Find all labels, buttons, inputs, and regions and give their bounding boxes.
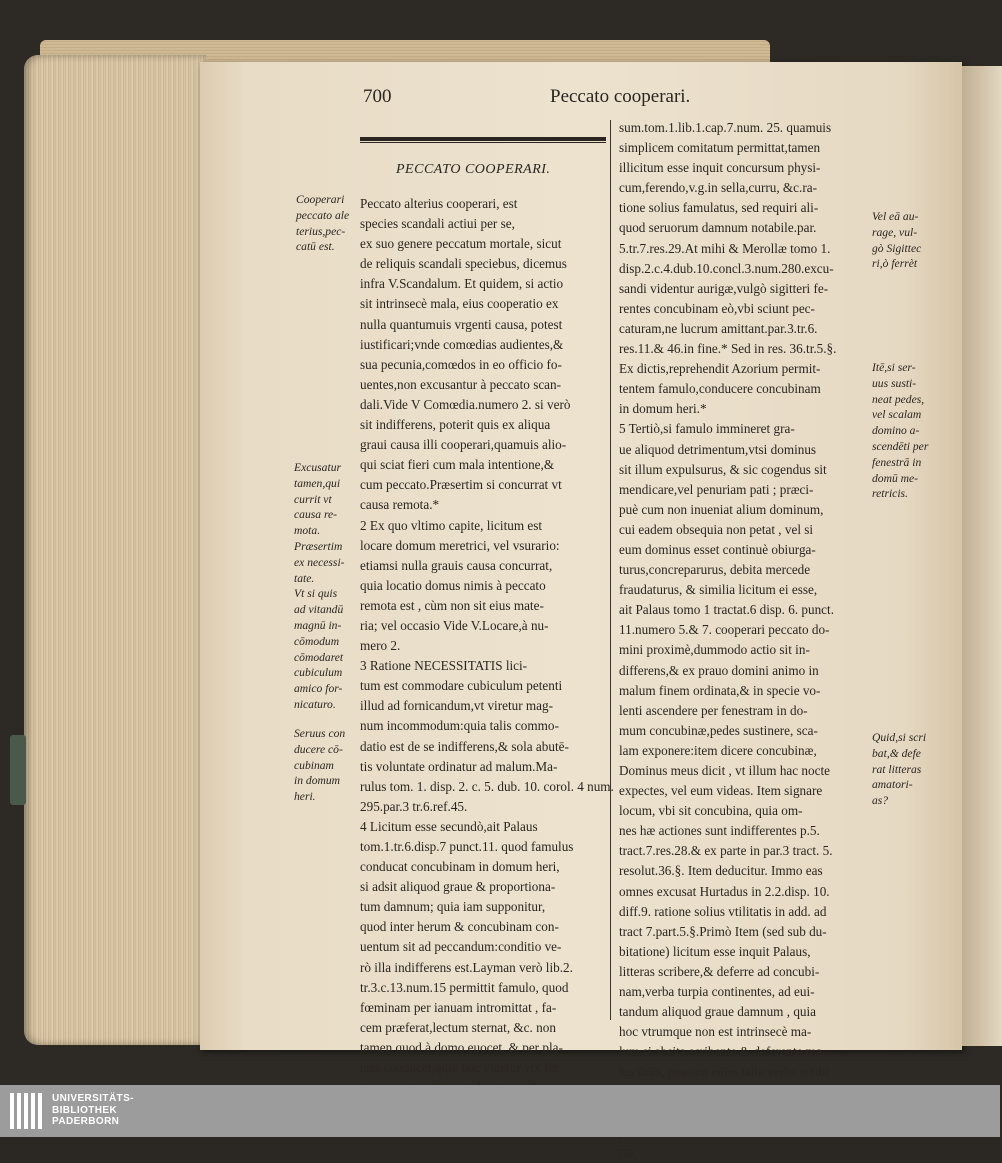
facing-page-edge xyxy=(962,66,1002,1046)
text-line: teas conducat;quia hoc videtur vix fie- xyxy=(360,1060,563,1076)
text-line: amatori- xyxy=(872,778,913,792)
text-line: etiamsi nulla grauis causa concurrat, xyxy=(360,557,553,573)
text-line: sua pecunia,comœdos in eo officio fo- xyxy=(360,356,562,372)
text-line: iustificari;vnde comœdias audientes,& xyxy=(360,336,564,352)
text-line: sit intrinsecè mala, eius cooperatio ex xyxy=(360,296,559,312)
text-line: rentes concubinam eò,vbi sciunt pec- xyxy=(619,300,815,316)
text-line: rage, vul- xyxy=(872,225,918,239)
text-line: res.11.& 46.in fine.* Sed in res. 36.tr.5.§. xyxy=(619,341,837,357)
text-line: 3 Ratione NECESSITATIS lici- xyxy=(360,658,528,674)
text-line: vel scalam xyxy=(872,408,922,422)
text-line: Cooperari xyxy=(296,193,345,206)
text-line: ad vitandū xyxy=(294,603,344,617)
text-line: locum, vbi sit concubina, quia om- xyxy=(619,803,803,819)
marginal-note-excusatur xyxy=(294,460,345,713)
text-line: lam exponere:item dicere concubinæ, xyxy=(619,742,817,758)
text-line: Ex dictis,reprehendit Azorium permit- xyxy=(619,361,821,377)
library-name xyxy=(52,1093,134,1128)
text-line: sandi videntur aurigæ,vulgò sigitteri fe- xyxy=(619,280,829,296)
text-line: tentem famulo,conducere concubinam xyxy=(619,381,821,397)
text-line: tr.3.c.13.num.15 permittit famulo, quod xyxy=(360,979,569,995)
text-line: tandum aliquod graue damnum , quia xyxy=(619,1004,817,1020)
text-line: num incommodum:quia talis commo- xyxy=(360,718,559,734)
page-700 xyxy=(200,62,962,1160)
text-line: mota. xyxy=(294,524,321,538)
text-line: as? xyxy=(872,794,889,808)
text-line: gò Sigittec xyxy=(872,241,922,255)
text-line: expectes, vel eum videas. Item signare xyxy=(619,783,823,799)
text-line: hoc vtrumque non est intrinsecè ma- xyxy=(619,1024,812,1040)
text-column-right xyxy=(619,118,836,1163)
text-line: datio est de se indifferens,& sola abutē- xyxy=(360,738,569,754)
text-line: ex suo genere peccatum mortale, sicut xyxy=(360,236,562,252)
text-line: lus finis, possunt enim talia verba scribi xyxy=(619,1064,829,1080)
text-line: rò illa indifferens est.Layman verò lib.2. xyxy=(360,959,573,975)
text-line: illicitum esse inquit concursum physi- xyxy=(619,160,821,176)
section-title: PECCATO COOPERARI. xyxy=(396,162,551,177)
library-name-line1: UNIVERSITÄTS- xyxy=(52,1093,134,1104)
text-line: tom.1.tr.6.disp.7 punct.11. quod famulus xyxy=(360,839,574,854)
text-line: lum,si absita scribente & deferente ma- xyxy=(619,1044,827,1060)
library-logo-icon xyxy=(10,1093,44,1129)
text-line: de reliquis scandali speciebus, dicemus xyxy=(360,256,567,272)
text-line: 5.tr.7.res.29.At mihi & Merollæ tomo 1. xyxy=(619,240,831,256)
page-block-fore-edge xyxy=(24,55,206,1045)
text-line: Peccato alterius cooperari, est xyxy=(360,196,518,211)
text-line: dali.Vide V Comœdia.numero 2. si verò xyxy=(360,396,571,412)
text-line: locare domum meretrici, vel vsurario: xyxy=(360,537,560,553)
text-line: ex necessi- xyxy=(294,555,345,569)
text-line: tis voluntate ordinatur ad malum.Ma- xyxy=(360,758,558,774)
text-line: riò, xyxy=(619,1144,637,1160)
text-line: Vel eā au- xyxy=(872,210,919,223)
text-line: Dominus meus dicit , vt illum hac nocte xyxy=(619,763,830,778)
text-line: diff.9. ratione solius vtilitatis in add. ad xyxy=(619,903,827,919)
text-line: sit illum expulsurus, & sic cogendus sit xyxy=(619,461,827,477)
text-line: fœminam per ianuam intromittat , fa- xyxy=(360,999,557,1015)
text-line: tate. xyxy=(294,571,315,585)
text-line: qui sciat fieri cum mala intentione,& xyxy=(360,457,555,473)
text-line: bat,& defe xyxy=(872,746,921,760)
text-line: ria; vel occasio Vide V.Locare,à nu- xyxy=(360,617,549,633)
text-line: domū me- xyxy=(872,471,919,485)
text-line: tract 7.part.5.§.Primò Item (sed sub du- xyxy=(619,923,827,939)
text-line: mendicare,vel penuriam pati ; præci- xyxy=(619,481,814,497)
text-line: rulus tom. 1. disp. 2. c. 5. dub. 10. corol. 4 num. xyxy=(360,778,614,794)
text-line: retricis. xyxy=(872,487,908,501)
text-line: fraudaturus, & similia licitum ei esse, xyxy=(619,582,818,598)
text-line: tract.7.res.28.& ex parte in par.3 tract. 5. xyxy=(619,843,833,859)
text-line: fenestrā in xyxy=(872,455,922,469)
text-line: conducat concubinam in domum heri, xyxy=(360,859,560,875)
text-line: sit indifferens, poterit quis ex aliqua xyxy=(360,417,551,433)
text-line: 295.par.3 tr.6.ref.45. xyxy=(360,798,468,814)
marginal-note-cooperari xyxy=(296,192,349,255)
text-line: quod inter herum & concubinam con- xyxy=(360,919,559,935)
running-head: Peccato cooperari. xyxy=(550,86,691,107)
text-line: eum dominus esset continuè obiurga- xyxy=(619,541,816,557)
text-line: nes hæ actiones sunt indifferentes p.5. xyxy=(619,823,820,839)
text-line: Quid,si scri xyxy=(872,731,927,744)
text-line: simplicem comitatum permittat,tamen xyxy=(619,140,821,156)
book-clasp xyxy=(10,735,26,805)
text-line: quia locatio domus nimis à peccato xyxy=(360,577,546,593)
text-line: ri,ò ferrèt xyxy=(872,257,918,271)
text-line: heri. xyxy=(294,790,316,804)
text-line: turus,concreparurus, debita mercede xyxy=(619,562,811,578)
text-line: disp.2.c.4.dub.10.concl.3.num.280.excu- xyxy=(619,260,834,276)
text-line: ue aliquod detrimentum,vtsi dominus xyxy=(619,441,817,457)
text-line: resolut.36.§. Item deducitur. Immo eas xyxy=(619,863,823,879)
text-line: cubinam xyxy=(294,758,334,772)
text-line: tamen,qui xyxy=(294,476,341,490)
text-line: cum peccato.Præsertim si concurrat vt xyxy=(360,477,562,493)
text-line: bitatione) licitum esse inquit Palaus, xyxy=(619,943,811,959)
text-line: uentum sit ad peccandum:conditio ve- xyxy=(360,939,562,955)
text-line: amico for- xyxy=(294,682,343,696)
text-line: sum.tom.1.lib.1.cap.7.num. 25. quamuis xyxy=(619,120,832,135)
text-line: lenti ascendere per fenestram in do- xyxy=(619,702,808,718)
marginal-note-fenestra xyxy=(872,360,928,502)
library-name-line3: PADERBORN xyxy=(52,1116,120,1127)
text-line: scendēti per xyxy=(872,439,929,453)
text-line: neat pedes, xyxy=(872,392,925,406)
text-line: quod seruorum damnum notabile.par. xyxy=(619,220,817,236)
text-line: 2 Ex quo vltimo capite, licitum est xyxy=(360,517,543,533)
text-line: cem præferat,lectum sternat, &c. non xyxy=(360,1019,556,1035)
text-line: si adsit aliquod graue & proportiona- xyxy=(360,879,556,895)
text-line: nulla quantumuis vrgenti causa, potest xyxy=(360,316,563,332)
text-line: currit vt xyxy=(294,492,332,506)
text-line: graui causa illi cooperari,quamuis alio- xyxy=(360,437,567,453)
text-line: mini proximè,dummodo actio sit in- xyxy=(619,642,810,658)
text-line: Præsertim xyxy=(294,539,343,553)
text-line: causa remota.* xyxy=(360,497,440,513)
text-line: peccato ale xyxy=(296,208,350,222)
text-line: domino a- xyxy=(872,424,920,438)
text-line: 4 Licitum esse secundò,ait Palaus xyxy=(360,818,538,834)
text-column-left xyxy=(360,194,614,1118)
library-name-line2: BIBLIOTHEK xyxy=(52,1104,118,1116)
text-line: infra V.Scandalum. Et quidem, si actio xyxy=(360,276,564,292)
text-line: causa re- xyxy=(294,508,338,522)
text-line: rat litteras xyxy=(872,762,922,776)
text-line: 11.numero 5.& 7. cooperari peccato do- xyxy=(619,622,830,638)
marginal-note-aurige xyxy=(872,209,921,272)
text-line: terius,pec- xyxy=(296,224,346,238)
text-line: caturam,ne lucrum amittant.par.3.tr.6. xyxy=(619,320,818,336)
text-line: cum,ferendo,v.g.in sella,curru, &c.ra- xyxy=(619,180,817,196)
text-line: remota est , cùm non sit eius mate- xyxy=(360,597,544,613)
text-line: illud ad fornicandum,vt viretur mag- xyxy=(360,698,553,714)
text-line: mum concubinæ,pedes sustinere, sca- xyxy=(619,722,818,738)
text-line: in domum heri.* xyxy=(619,401,707,417)
text-line: tum est commodare cubiculum petenti xyxy=(360,678,563,694)
text-line: Seruus con xyxy=(294,727,346,740)
text-line: Excusatur xyxy=(294,461,342,474)
text-line: tamen quod à domo euocet, & per pla- xyxy=(360,1039,563,1055)
text-line: uentes,non excusantur à peccato scan- xyxy=(360,376,562,392)
text-line: ait Palaus tomo 1 tractat.6 disp. 6. punct. xyxy=(619,602,834,618)
text-line: cōmodum xyxy=(294,634,340,648)
library-footer xyxy=(0,1085,1000,1137)
text-line: cōmodaret xyxy=(294,650,344,664)
text-line: tum damnum; quia iam supponitur, xyxy=(360,899,546,915)
marginal-note-litteras xyxy=(872,730,926,809)
text-line: nam,verba turpia continentes, ad eui- xyxy=(619,984,815,1000)
title-rule xyxy=(360,137,606,141)
text-line: Itē,si ser- xyxy=(872,361,916,374)
text-line: malum finem ordinata,& in specie vo- xyxy=(619,682,821,698)
marginal-note-seruus xyxy=(294,726,345,805)
text-line: Vt si quis xyxy=(294,587,338,601)
text-line: catū est. xyxy=(296,240,335,254)
text-line: omnes excusat Hurtadus in 2.2.disp. 10. xyxy=(619,883,830,899)
text-line: cubiculum xyxy=(294,666,343,680)
text-line: species scandali actiui per se, xyxy=(360,216,515,232)
text-line: tione solius famulatus, sed requiri ali- xyxy=(619,200,819,216)
text-line: nicaturo. xyxy=(294,697,336,711)
text-line: ducere cō- xyxy=(294,742,343,756)
text-line: litteras scribere,& deferre ad concubi- xyxy=(619,963,820,979)
text-line: puè cum non inueniat alium dominum, xyxy=(619,501,824,517)
text-line: cui eadem obsequia non petat , vel si xyxy=(619,521,814,537)
text-line: 5 Tertiò,si famulo immineret gra- xyxy=(619,421,795,437)
text-line: in domum xyxy=(294,774,341,788)
page-number: 700 xyxy=(363,86,392,107)
text-line: uus susti- xyxy=(872,376,917,390)
title-rule-thin xyxy=(360,142,606,143)
text-line: magnū in- xyxy=(294,618,342,632)
text-line: differens,& ex prauo domini animo in xyxy=(619,662,819,678)
text-line: mero 2. xyxy=(360,638,401,654)
